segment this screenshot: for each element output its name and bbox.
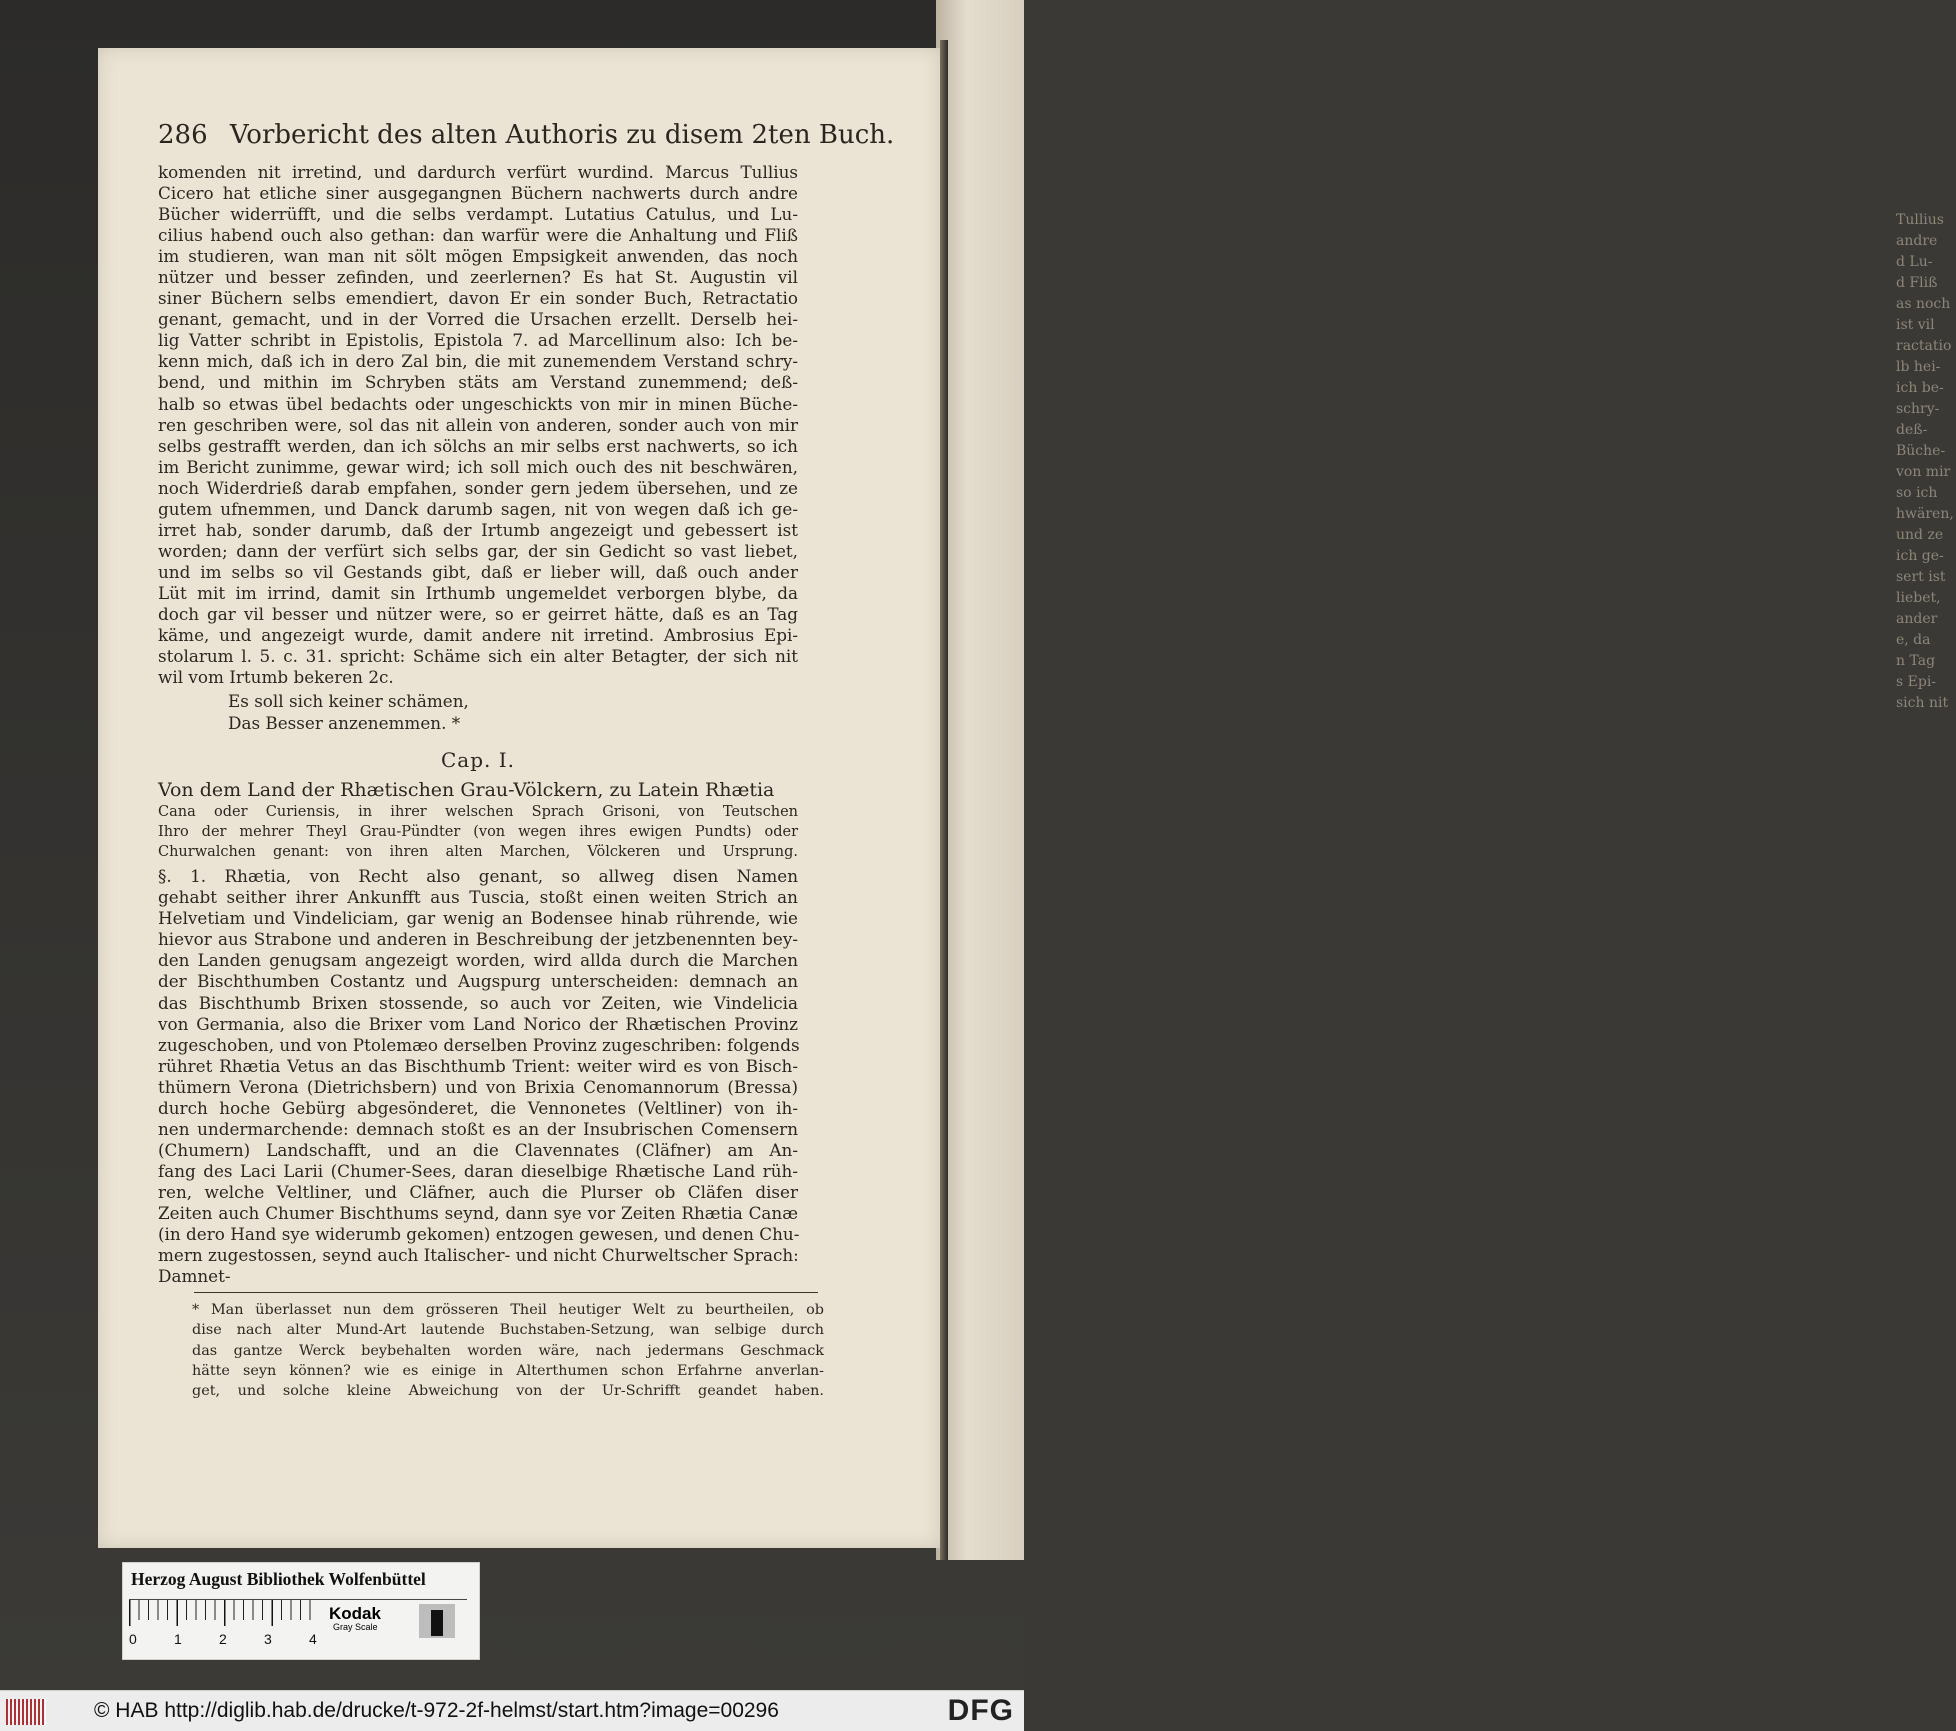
ghost-line: ist vil (1896, 317, 1935, 333)
text-line: komenden nit irretind, und dardurch verfürt wurdind. Marcus Tullius (158, 162, 798, 182)
ghost-line: schry- (1896, 401, 1940, 417)
ghost-line: deß- (1896, 422, 1928, 438)
text-line: siner Büchern selbs emendiert, davon Er ein sonder Buch, Retractatio (158, 288, 798, 309)
text-line: Bücher widerrüfft, und die selbs verdampt. Lutatius Catulus, und Lu- (158, 204, 798, 225)
text-line: worden; dann der verfürt sich selbs gar, der sin Gedicht so vast liebet, (158, 540, 798, 561)
text-line: Zeiten auch Chumer Bischthums seynd, dann sye vor Zeiten Rhætia Canæ (158, 1202, 798, 1223)
text-line: Cicero hat etliche siner ausgegangnen Büchern nachwerts durch andre (158, 183, 798, 204)
ruler-scale (129, 1599, 467, 1630)
text-line: fang des Laci Larii (Chumer-Sees, daran dieselbige Rhætische Land rüh- (158, 1160, 798, 1181)
text-line: hievor aus Strabone und anderen in Beschreibung der jetzbenennten bey- (158, 929, 798, 950)
running-head-title: Vorbericht des alten Authoris zu disem 2ten Buch. (229, 120, 895, 150)
ghost-line: lb hei- (1896, 359, 1941, 375)
ghost-line: e, da (1896, 632, 1931, 648)
verse (228, 690, 798, 734)
heading-line: Cana oder Curiensis, in ihrer welschen Sprach Grisoni, von Teutschen (158, 804, 798, 821)
heading-line: Churwalchen genant: von ihren alten Marchen, Völckeren und Ursprung. (158, 844, 798, 861)
scale-number: 2 (219, 1631, 227, 1647)
footnote-line: dise nach alter Mund-Art lautende Buchstaben-Setzung, wan selbige durch (192, 1322, 824, 1339)
text-line: stolarum l. 5. c. 31. spricht: Schäme sich ein alter Betagter, der sich nit (158, 646, 798, 667)
ruler-major-ticks (129, 1600, 319, 1626)
text-line: gutem ufnemmen, und Danck darumb sagen, nit von wegen daß ich ge- (158, 498, 798, 519)
ghost-line: d Lu- (1896, 254, 1933, 270)
text-line: im studieren, wan man nit sölt mögen Empsigkeit anwenden, das noch (158, 246, 798, 267)
text-line: und im selbs so vil Gestands gibt, daß er lieber will, daß ouch ander (158, 561, 798, 582)
chapter-heading-main: Von dem Land der Rhætischen Grau-Völckern, zu Latein Rhætia (158, 779, 775, 802)
text-line: bend, und mithin im Schryben stäts am Verstand zunemmend; deß- (158, 372, 798, 393)
verse-line: Das Besser anzenemmen. * (228, 713, 461, 734)
book-gutter (940, 40, 948, 1560)
verse-line: Es soll sich keiner schämen, (228, 691, 469, 712)
text-line: ren, welche Veltliner, und Cläfner, auch die Plurser ob Cläfen diser (158, 1181, 798, 1202)
text-line: von Germania, also die Brixer vom Land Norico der Rhætischen Provinz (158, 1013, 798, 1034)
ghost-line: ander (1896, 611, 1938, 627)
section-1 (158, 866, 798, 1266)
text-line: rühret Rhætia Vetus an das Bischthumb Trient: weiter wird es von Bisch- (158, 1055, 798, 1076)
citation-bar (0, 1690, 1024, 1731)
gray-scale-label: Gray Scale (333, 1622, 378, 1632)
page-number: 286 (158, 120, 208, 150)
ghost-line: liebet, (1896, 590, 1941, 606)
library-label: Herzog August Bibliothek Wolfenbüttel (131, 1569, 426, 1589)
ghost-line: n Tag (1896, 653, 1936, 669)
ghost-line: und ze (1896, 527, 1944, 543)
ghost-line: ich ge- (1896, 548, 1944, 564)
chapter-heading (158, 779, 798, 862)
citation-link[interactable]: © HAB http://diglib.hab.de/drucke/t-972-2f-helmst/start.htm?image=00296 (94, 1699, 779, 1722)
ghost-line: ich be- (1896, 380, 1944, 396)
text-line: lig Vatter schribt in Epistolis, Epistola 7. ad Marcellinum also: Ich be- (158, 330, 798, 351)
text-line: §. 1. Rhætia, von Recht also genant, so allweg disen Namen (158, 866, 798, 887)
scale-number: 4 (309, 1631, 317, 1647)
catchword: Damnet- (158, 1266, 231, 1287)
footnote (192, 1300, 824, 1401)
ghost-line: hwären, (1896, 506, 1954, 522)
ghost-line: ractatio (1896, 338, 1952, 354)
text-line: genant, gemacht, und in der Vorred die Ursachen erzellt. Derselb hei- (158, 309, 798, 330)
footnote-line: * Man überlasset nun dem grösseren Theil heutiger Welt zu beurtheilen, ob (192, 1302, 824, 1318)
text-line: nen undermarchende: demnach stoßt es an der Insubrischen Comensern (158, 1118, 798, 1139)
text-line: käme, und angezeigt wurde, damit andere nit irretind. Ambrosius Epi- (158, 625, 798, 646)
ghost-line: d Fliß (1896, 275, 1938, 291)
color-card (122, 1562, 480, 1660)
footnote-line: get, und solche kleine Abweichung von der Ur-Schrifft geandet haben. (192, 1383, 824, 1400)
text-line: kenn mich, daß ich in dero Zal bin, die mit zunemendem Verstand schry- (158, 351, 798, 372)
scale-number: 1 (174, 1631, 182, 1647)
heading-line: Ihro der mehrer Theyl Grau-Pündter (von wegen ihres ewigen Pundts) oder (158, 824, 798, 841)
text-line: zugeschoben, und von Ptolemæo derselben Provinz zugeschriben: folgends (158, 1034, 800, 1055)
ghost-line: Büche- (1896, 443, 1946, 459)
text-line: ren geschriben were, sol das nit allein von anderen, sonder auch von mir (158, 414, 798, 435)
text-line: Helvetiam und Vindeliciam, gar wenig an Bodensee hinab rührende, wie (158, 908, 798, 929)
text-line: den Landen genugsam angezeigt worden, wird allda durch die Marchen (158, 950, 798, 971)
running-head (158, 120, 984, 150)
text-line: irret hab, sonder darumb, daß der Irtumb angezeigt und gebessert ist (158, 519, 798, 540)
text-line: gehabt seither ihrer Ankunfft aus Tuscia, stoßt einen weiten Strich an (158, 887, 798, 908)
chapter-title: Cap. I. (440, 748, 515, 773)
footnote-line: das gantze Werck beybehalten worden wäre, nach jedermans Geschmack (192, 1342, 824, 1359)
facing-page-text (1896, 210, 1956, 714)
footnote-line: hätte seyn können? wie es einige in Alterthumen schon Erfahrne anverlan- (192, 1362, 824, 1379)
scale-number: 0 (129, 1631, 137, 1647)
footnote-rule (194, 1292, 818, 1293)
ghost-line: so ich (1896, 485, 1938, 501)
text-line: selbs gestrafft werden, dan ich sölchs an mir selbs erst nachwerts, so ich (158, 435, 798, 456)
text-line: durch hoche Gebürg abgesönderet, die Vennonetes (Veltliner) von ih- (158, 1097, 798, 1118)
text-line: thümern Verona (Dietrichsbern) und von Brixia Cenomannorum (Bressa) (158, 1076, 798, 1097)
kodak-logo: Kodak (329, 1604, 381, 1623)
text-line: (Chumern) Landschafft, und an die Clavennates (Cläfner) am An- (158, 1139, 798, 1160)
text-line: der Bischthumben Costantz und Augspurg unterscheiden: demnach an (158, 971, 798, 992)
gray-patch (419, 1604, 455, 1638)
text-line: halb so etwas übel bedachts oder ungeschickts von mir in minen Büche- (158, 393, 798, 414)
text-line: noch Widerdrieß darab empfahen, sonder gern jedem übersehen, und ze (158, 477, 798, 498)
text-line: Lüt mit im irrind, damit sin Irthumb ungemeldet verborgen blybe, da (158, 582, 798, 603)
text-line: das Bischthumb Brixen stossende, so auch vor Zeiten, wie Vindelicia (158, 992, 798, 1013)
text-line: doch gar vil besser und nützer were, so er geirret hätte, daß es an Tag (158, 603, 798, 624)
ghost-line: sich nit (1896, 695, 1949, 711)
ghost-line: as noch (1896, 296, 1951, 312)
page-body (158, 162, 798, 1287)
text-line: mern zugestossen, seynd auch Italischer- und nicht Churweltscher Sprach: (158, 1245, 799, 1266)
ghost-line: andre (1896, 233, 1938, 249)
barcode-icon (6, 1699, 46, 1725)
chapter-heading-sub (158, 802, 798, 862)
text-line: wil vom Irtumb bekeren 2c. (158, 667, 394, 688)
text-line: nützer und besser zefinden, und zeerlernen? Es hat St. Augustin vil (158, 267, 798, 288)
facing-page-edge (936, 0, 1954, 1560)
ghost-line: Tullius (1896, 212, 1944, 228)
ghost-line: von mir (1896, 464, 1951, 480)
ghost-line: s Epi- (1896, 674, 1937, 690)
text-line: cilius habend ouch also gethan: dan warfür were die Anhaltung und Fliß (158, 225, 798, 246)
text-line: im Bericht zunimme, gewar wird; ich soll mich ouch des nit beschwären, (158, 456, 798, 477)
ghost-line: sert ist (1896, 569, 1946, 585)
intro-text (158, 162, 798, 688)
dfg-logo: DFG (947, 1694, 1014, 1727)
scale-number: 3 (264, 1631, 272, 1647)
text-line: (in dero Hand sye widerumb gekomen) entzogen gewesen, und denen Chu- (158, 1224, 800, 1245)
